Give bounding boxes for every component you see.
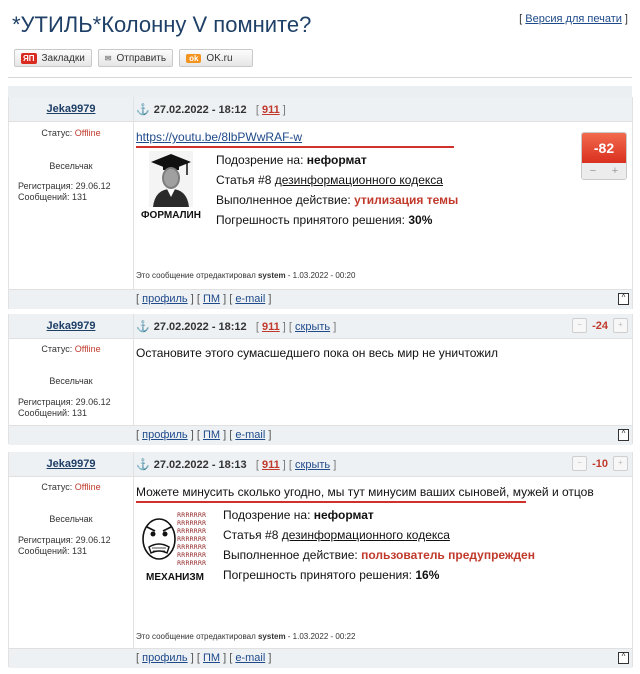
youtube-link[interactable]: https://youtu.be/8lbPWwRAF-w — [136, 130, 303, 144]
rating-value: -24 — [592, 319, 608, 332]
username-link[interactable]: Jeka9979 — [46, 103, 96, 115]
user-rank: Весельчак — [49, 161, 93, 171]
edited-by: system — [257, 271, 286, 280]
svg-text:RRRRRRR: RRRRRRR — [177, 512, 207, 519]
graduate-figure-icon — [149, 151, 193, 207]
red-underline — [136, 146, 454, 148]
post-datetime: 27.02.2022 - 18:13 — [153, 459, 247, 471]
post-meta: ⚓ 27.02.2022 - 18:12 [ 911 ] [ скрыть ] — [136, 321, 337, 333]
scroll-top-icon[interactable]: ^ — [618, 293, 629, 305]
send-button[interactable] — [98, 49, 173, 67]
email-link[interactable]: e-mail — [235, 293, 266, 305]
post-header — [9, 97, 632, 122]
user-rank: Весельчак — [49, 514, 93, 524]
edited-note — [136, 632, 355, 641]
card-label: Выполненное действие: — [216, 193, 351, 207]
vote-plus-button[interactable]: + — [613, 456, 628, 471]
rating-value: -10 — [592, 457, 608, 470]
edited-date: - 1.03.2022 - 00:20 — [287, 271, 356, 280]
moderation-card — [223, 505, 535, 585]
header-spacer — [8, 86, 632, 97]
post-number-link[interactable]: 911 — [261, 459, 280, 471]
card-value: 30% — [408, 213, 433, 227]
edited-prefix: Это сообщение отредактировал — [136, 271, 256, 280]
bookmarks-label: Закладки — [41, 52, 85, 64]
moderator-avatar — [136, 151, 206, 221]
user-rank: Весельчак — [49, 376, 93, 386]
card-value: дезинформационного кодекса — [281, 528, 450, 542]
print-version-link[interactable]: Версия для печати — [525, 13, 622, 25]
status-label: Статус: — [41, 128, 73, 138]
post-header — [9, 452, 632, 477]
scroll-top-icon[interactable]: ^ — [618, 429, 629, 441]
user-stats — [18, 535, 111, 557]
post-footer — [9, 648, 632, 668]
vote-plus-button[interactable]: + — [611, 165, 619, 177]
card-action-value: утилизация темы — [354, 193, 459, 207]
post-number-link[interactable]: 911 — [261, 104, 280, 116]
pm-link[interactable]: ПМ — [202, 293, 221, 305]
ok-button[interactable] — [179, 49, 253, 67]
post-body — [136, 130, 302, 144]
card-action-value: пользователь предупрежден — [361, 548, 535, 562]
message-count: Сообщений: 131 — [18, 546, 88, 556]
card-value: неформат — [306, 153, 367, 167]
hide-link[interactable]: скрыть — [295, 321, 331, 333]
svg-text:RRRRRRR: RRRRRRR — [177, 536, 207, 543]
ok-icon: ok — [186, 54, 201, 63]
pm-link[interactable]: ПМ — [202, 429, 221, 441]
post-text: Можете минусить сколько угодно, мы тут минусим ваших сыновей, мужей и отцов — [136, 485, 594, 499]
post-number-link[interactable]: 911 — [261, 321, 280, 333]
hide-link[interactable]: скрыть — [295, 459, 331, 471]
card-value: дезинформационного кодекса — [274, 173, 443, 187]
card-label: Погрешность принятого решения: — [216, 213, 405, 227]
profile-link[interactable]: профиль — [142, 429, 188, 441]
message-count: Сообщений: 131 — [18, 408, 88, 418]
share-bar — [14, 49, 253, 67]
status-value: Offline — [74, 482, 101, 492]
username-link[interactable]: Jeka9979 — [46, 320, 96, 332]
scroll-top-icon[interactable]: ^ — [618, 652, 629, 664]
status-label: Статус: — [41, 482, 73, 492]
svg-text:RRRRRRR: RRRRRRR — [177, 560, 207, 567]
moderator-avatar — [136, 507, 214, 583]
username-link[interactable]: Jeka9979 — [46, 458, 96, 470]
post-meta: ⚓ 27.02.2022 - 18:13 [ 911 ] [ скрыть ] — [136, 459, 337, 471]
post-datetime: 27.02.2022 - 18:12 — [153, 104, 247, 116]
card-label: Статья #8 — [223, 528, 279, 542]
edited-date: - 1.03.2022 - 00:22 — [287, 632, 356, 641]
edited-prefix: Это сообщение отредактировал — [136, 632, 256, 641]
footer-links: [ профиль ] [ ПМ ] [ e-mail ] — [136, 293, 272, 305]
footer-links: [ профиль ] [ ПМ ] [ e-mail ] — [136, 429, 272, 441]
rating-widget — [572, 456, 628, 471]
post-header — [9, 314, 632, 339]
svg-text:RRRRRRR: RRRRRRR — [177, 528, 207, 535]
post-meta: ⚓ 27.02.2022 - 18:12 [ 911 ] — [136, 104, 286, 116]
column-divider — [133, 452, 134, 667]
avatar-caption: МЕХАНИЗМ — [146, 572, 204, 583]
registration-date: Регистрация: 29.06.12 — [18, 181, 111, 191]
user-stats — [18, 181, 111, 203]
svg-text:RRRRRRR: RRRRRRR — [177, 552, 207, 559]
vote-minus-button[interactable]: − — [572, 456, 587, 471]
status-label: Статус: — [41, 344, 73, 354]
user-status — [9, 482, 133, 492]
column-divider — [133, 97, 134, 309]
edited-by: system — [257, 632, 286, 641]
user-status — [9, 344, 133, 354]
post-footer — [9, 289, 632, 309]
profile-link[interactable]: профиль — [142, 293, 188, 305]
vote-minus-button[interactable]: − — [572, 318, 587, 333]
avatar-caption: ФОРМАЛИН — [141, 210, 201, 221]
card-label: Подозрение на: — [216, 153, 304, 167]
yandex-icon: ЯП — [23, 53, 35, 63]
post — [8, 97, 633, 309]
card-value: неформат — [313, 508, 374, 522]
pm-link[interactable]: ПМ — [202, 652, 221, 664]
post — [8, 314, 633, 444]
rating-value: -82 — [582, 133, 626, 163]
edited-note — [136, 271, 355, 280]
vote-plus-button[interactable]: + — [613, 318, 628, 333]
rage-face-icon — [139, 507, 211, 569]
rating-widget — [572, 318, 628, 333]
post-datetime: 27.02.2022 - 18:12 — [153, 321, 247, 333]
bookmarks-button[interactable] — [14, 49, 92, 67]
registration-date: Регистрация: 29.06.12 — [18, 535, 111, 545]
user-stats — [18, 397, 111, 419]
anchor-icon[interactable]: ⚓ — [136, 459, 150, 471]
ok-label: OK.ru — [206, 52, 233, 64]
email-link[interactable]: e-mail — [235, 652, 266, 664]
post-footer — [9, 425, 632, 445]
page-title: *УТИЛЬ*Колонну V помните? — [12, 12, 312, 37]
send-label: Отправить — [116, 52, 167, 64]
post-text: Остановите этого сумасшедшего пока он весь мир не уничтожил — [136, 346, 499, 360]
card-label: Подозрение на: — [223, 508, 311, 522]
envelope-icon: ✉ — [104, 53, 112, 63]
profile-link[interactable]: профиль — [142, 652, 188, 664]
user-status — [9, 128, 133, 138]
print-version: [ Версия для печати ] — [519, 13, 628, 25]
svg-text:RRRRRRR: RRRRRRR — [177, 544, 207, 551]
anchor-icon[interactable]: ⚓ — [136, 321, 150, 333]
card-value: 16% — [415, 568, 440, 582]
registration-date: Регистрация: 29.06.12 — [18, 397, 111, 407]
rating-widget — [581, 132, 627, 180]
vote-minus-button[interactable]: − — [589, 165, 597, 177]
email-link[interactable]: e-mail — [235, 429, 266, 441]
divider — [8, 77, 632, 78]
footer-links: [ профиль ] [ ПМ ] [ e-mail ] — [136, 652, 272, 664]
card-label: Статья #8 — [216, 173, 272, 187]
red-underline — [136, 501, 526, 503]
moderation-card — [216, 150, 458, 230]
anchor-icon[interactable]: ⚓ — [136, 104, 150, 116]
card-label: Выполненное действие: — [223, 548, 358, 562]
status-value: Offline — [74, 128, 101, 138]
status-value: Offline — [74, 344, 101, 354]
message-count: Сообщений: 131 — [18, 192, 88, 202]
card-label: Погрешность принятого решения: — [223, 568, 412, 582]
svg-text:RRRRRRR: RRRRRRR — [177, 520, 207, 527]
post — [8, 452, 633, 667]
